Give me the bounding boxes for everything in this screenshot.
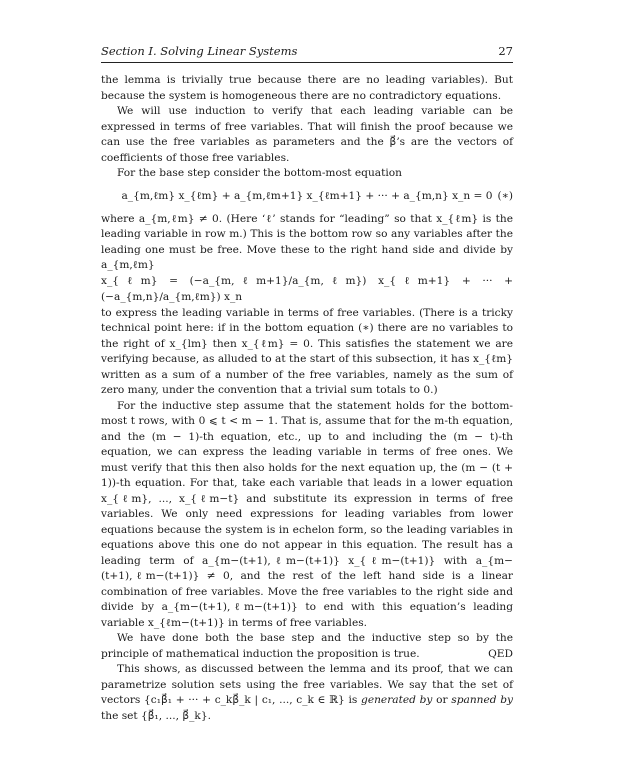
paragraph-5: to express the leading variable in terms of free variables. (There is a tricky technical point here: if in the bottom equation (∗) there are no variables to the right of x_{lm} then x_{ℓm} = 0. This satisfies the statement we are verifying because, as alluded to at the start of this subsection, it has x_{ℓm} written as a sum of a number of the free variables, namely as the sum of zero many, under the convention that a trivial sum totals to 0.) [101, 306, 513, 396]
equation-1: a_{m,ℓm} x_{ℓm} + a_{m,ℓm+1} x_{ℓm+1} + ··· + a_{m,n} x_n = 0 [121, 189, 493, 202]
paragraph-1: the lemma is trivially true because there are no leading variables). But because the system is homogeneous there are no contradictory equations. [101, 74, 513, 102]
paragraph-3: For the base step consider the bottom-most equation [117, 167, 402, 179]
header-rule [101, 62, 513, 63]
equation-divide [101, 274, 513, 306]
paragraph-2: We will use induction to verify that each leading variable can be expressed in terms of free variables. That will finish the proof because we can use the free variables as parameters and the β⃗’s are the vectors of coefficients of those free variables. [101, 105, 513, 164]
paragraph-8 [101, 662, 513, 724]
paragraph-4: where a_{m,ℓm} ≠ 0. (Here ‘ℓ’ stands for “leading” so that x_{ℓm} is the leading variable in row m.) This is the bottom row so any variables after the leading one must be free. Move these to the right hand side and divide by a_{m,ℓm} [101, 212, 513, 271]
paragraph-8-end: the set {β⃗₁, ..., β⃗_k}. [101, 709, 211, 722]
term-spanned-by: spanned by [451, 694, 514, 706]
page-number: 27 [498, 44, 513, 58]
section-title: Section I. Solving Linear Systems [101, 44, 298, 58]
paragraph-7-text: We have done both the base step and the inductive step so by the principle of mathematical induction the proposition is true. [101, 632, 513, 660]
paragraph-8-start: This shows, as discussed between the lemma and its proof, that we can parametrize solution sets using the free variables. We say that the set of vectors {c₁β⃗₁ + ··· + c_kβ⃗_k | c₁, ..., c_k ∈ ℝ} is [101, 663, 513, 706]
equation-2: x_{ℓm} = (−a_{m,ℓm+1}/a_{m,ℓm}) x_{ℓm+1} + ··· + (−a_{m,n}/a_{m,ℓm}) x_n [101, 275, 513, 303]
equation-1-tag: (∗) [497, 189, 513, 202]
word-or: or [436, 694, 448, 706]
paragraph-7 [101, 631, 513, 662]
qed-mark: QED [488, 647, 513, 660]
running-header [101, 44, 513, 60]
body-text [101, 73, 513, 724]
paragraph-6: For the inductive step assume that the statement holds for the bottom-most t rows, with 0 ⩽ t < m − 1. That is, assume that for the m-th equation, and the (m − 1)-th equation, etc., up to and including the (m − t)-th equation, we can express the leading variable in terms of free ones. We must verify that this then also holds for the next equation up, the (m − (t + 1))-th equation. For that, take each variable that leads in a lower equation x_{ℓm}, ..., x_{ℓm−t} and substitute its expression in terms of free variables. We only need expressions for leading variables from lower equations because the system is in echelon form, so the leading variables in equations above this one do not appear in this equation. The result has a leading term of a_{m−(t+1),ℓm−(t+1)} x_{ℓm−(t+1)} with a_{m−(t+1),ℓm−(t+1)} ≠ 0, and the rest of the left hand side is a linear combination of free variables. Move the free variables to the right side and divide by a_{m−(t+1),ℓm−(t+1)} to end with this equation’s leading variable x_{ℓm−(t+1)} in terms of free variables. [101, 399, 513, 629]
equation-star [101, 182, 513, 212]
term-generated-by: generated by [361, 694, 433, 706]
